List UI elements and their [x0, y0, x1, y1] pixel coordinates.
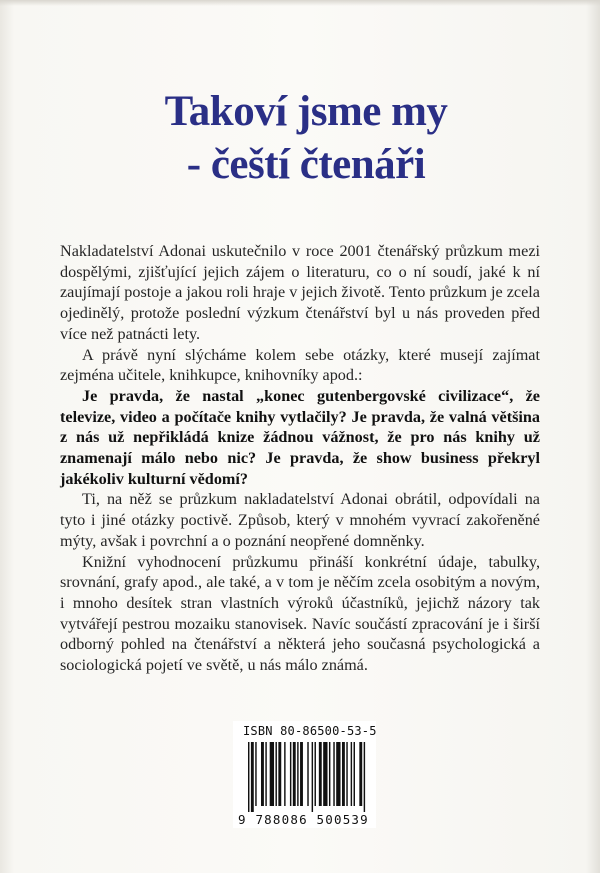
- barcode-bar: [275, 742, 276, 806]
- book-title-line-1: Takoví jsme my: [164, 88, 448, 135]
- barcode-bar: [315, 742, 316, 806]
- cover-top-edge: [0, 0, 600, 6]
- barcode-bar: [329, 742, 330, 806]
- blurb-text: [60, 241, 540, 676]
- barcode-bar: [251, 742, 254, 812]
- barcode-bar: [297, 742, 298, 806]
- barcode-bar: [323, 742, 327, 806]
- isbn-label: ISBN 80-86500-53-5: [243, 724, 377, 738]
- barcode-bar: [284, 742, 285, 806]
- barcode-bar: [336, 742, 340, 806]
- barcode-bar: [300, 742, 303, 806]
- book-title-line-2: - čeští čtenáři: [186, 141, 426, 188]
- barcode-bar: [307, 742, 308, 806]
- barcode-bar: [248, 742, 249, 812]
- barcode-bars: [248, 742, 368, 812]
- barcode-bar: [319, 742, 322, 806]
- barcode-bar: [364, 742, 365, 812]
- barcode-bar: [290, 742, 291, 806]
- barcode-bar: [346, 742, 347, 806]
- barcode-bar: [359, 742, 362, 806]
- barcode-bar: [351, 742, 352, 806]
- barcode-bar: [312, 742, 313, 812]
- barcode-bar: [354, 742, 355, 806]
- ean-number: 9 788086 500539: [238, 812, 369, 827]
- barcode-bar: [278, 742, 281, 806]
- barcode-bar: [293, 742, 296, 806]
- blurb-paragraph-intro: Nakladatelství Adonai uskutečnilo v roce 2001 čtenářský průzkum mezi dospělými, zjišťující jejich zájem o literaturu, co o ní soudí, jaké k ní zaujímají postoje a jakou roli hraje v jejich životě. Tento průzkum je zcela ojedinělý, protože poslední výzkum čtenářství byl u nás proveden před více než patnácti lety.: [60, 242, 540, 343]
- barcode-bar: [270, 742, 274, 806]
- barcode-bar: [342, 742, 345, 806]
- barcode-bar: [255, 742, 256, 806]
- blurb-paragraph-questions-lead: A právě nyní slýcháme kolem sebe otázky, které musejí zajímat zejména učitele, knihkupce, knihovníky apod.:: [60, 345, 540, 385]
- barcode-bar: [261, 742, 264, 806]
- blurb-paragraph-respondents: Ti, na něž se průzkum nakladatelství Adonai obrátil, odpovídali na tyto i jiné otázky poctivě. Způsob, který v mnohém vyvrací zakořeněné mýty, avšak i povrchní a o poznání neopřené domněnky.: [60, 490, 540, 550]
- barcode-bar: [333, 742, 334, 806]
- blurb-paragraph-book: Knižní vyhodnocení průzkumu přináší konkrétní údaje, tabulky, srovnání, grafy apod., ale také, a v tom je něčím zcela osobitým a novým, i mnoho desítek stran vlastních výroků účastníků, jejichž názory tak vytvářejí pestrou mozaiku stanovisek. Navíc součástí zpracování je i širší odborný pohled na čtenářství a některá jeho současná psychologická a sociologická pojetí ve světě, u nás málo známá.: [60, 552, 540, 675]
- book-title: [0, 85, 600, 191]
- barcode-bar: [265, 742, 266, 806]
- blurb-paragraph-questions: Je pravda, že nastal „konec gutenbergovské civilizace“, že televize, video a počítače knihy vytlačily? Je pravda, že valná většina z nás už nepřikládá knize žádnou vážnost, že pro nás knihy už znamenají málo nebo nic? Je pravda, že show business překryl jakékoliv kulturní vědomí?: [60, 386, 540, 488]
